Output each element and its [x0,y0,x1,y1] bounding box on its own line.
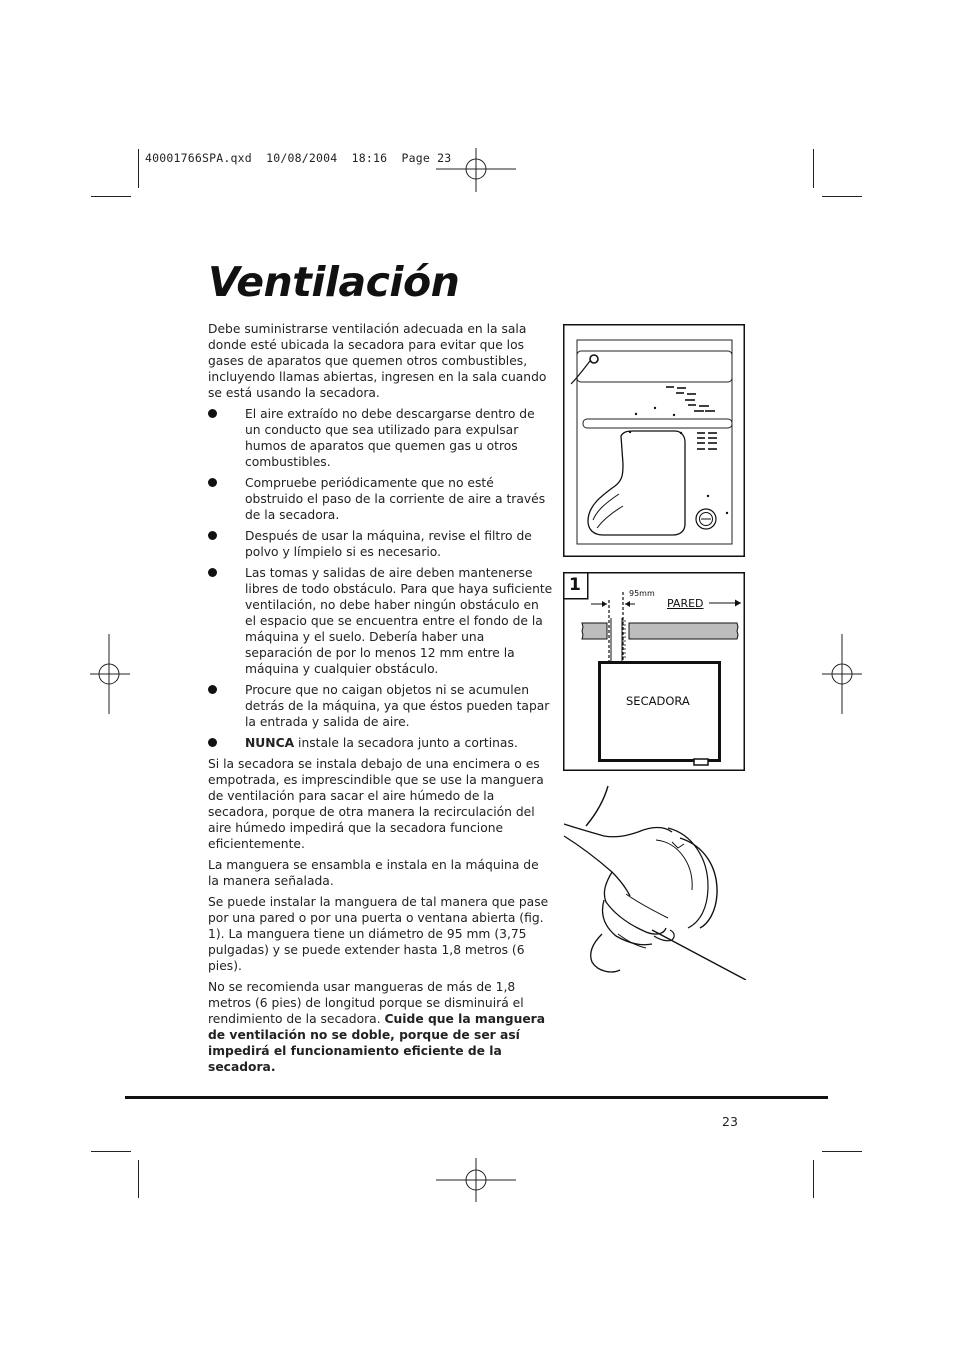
hose-attachment-illustration [560,784,750,980]
crop-mark [813,1160,814,1198]
crop-mark [91,196,131,197]
footer-rule [125,1096,828,1099]
bullet-list [208,406,553,751]
bullet-icon [208,409,217,418]
dryer-front-illustration [563,324,745,557]
figure-1-wall-diagram [563,572,745,771]
page-number: 23 [722,1114,738,1129]
figure-number: 1 [569,575,581,595]
list-item: Después de usar la máquina, revise el filtro de polvo y límpielo si es necesario. [208,528,553,560]
list-item: El aire extraído no debe descargarse dentro de un conducto que sea utilizado para expulsar humos de aparatos que quemen gas u otros combustibles. [208,406,553,470]
crop-mark [138,1160,139,1198]
page-title: Ventilación [208,258,460,306]
registration-mark-left [90,634,130,714]
dryer-label: SECADORA [626,694,690,708]
intro-paragraph: Debe suministrarse ventilación adecuada en la sala donde esté ubicada la secadora para evitar que los gases de aparatos que quemen otros combustibles, incluyendo llamas abiertas, ingresen en la sala cuando se está usando la secadora. [208,322,547,400]
list-item: Las tomas y salidas de aire deben mantenerse libres de todo obstáculo. Para que haya suficiente ventilación, no debe haber ningún obstáculo en el espacio que se encuentra entre el fondo de la máquina y el suelo. Debería haber una separación de por lo menos 12 mm entre la máquina y cualquier obstáculo. [208,565,553,677]
bullet-icon [208,568,217,577]
paragraph-final: No se recomienda usar mangueras de más de 1,8 metros (6 pies) de longitud porque se disminuirá el rendimiento de la secadora. Cuide que la manguera de ventilación no se doble, porque de ser así impedirá el funcionamiento eficiente de la secadora. [208,980,546,1074]
paragraph-manguera: La manguera se ensambla e instala en la máquina de la manera señalada. [208,858,539,888]
crop-mark [813,149,814,188]
paragraph-empotrada: Si la secadora se instala debajo de una encimera o es empotrada, es imprescindible que se use la manguera de ventilación para sacar el aire húmedo de la secadora, porque de otra manera la recirculación del aire húmedo impedirá que la secadora funcione eficientemente. [208,757,544,851]
crop-mark [822,196,862,197]
list-item: Procure que no caigan objetos ni se acumulen detrás de la máquina, ya que éstos pueden tapar la entrada y salida de aire. [208,682,553,730]
crop-mark [822,1151,862,1152]
paragraph-instalar: Se puede instalar la manguera de tal manera que pase por una pared o por una puerta o ventana abierta (fig. 1). La manguera tiene un diámetro de 95 mm (3,75 pulgadas) y se puede extender hasta 1,8 metros (6 pies). [208,895,549,973]
registration-mark-right [822,634,862,714]
list-item: NUNCA instale la secadora junto a cortinas. [208,735,553,751]
wall-label: PARED [667,597,704,610]
crop-mark [91,1151,131,1152]
bullet-icon [208,531,217,540]
bullet-icon [208,685,217,694]
print-slug-line: 40001766SPA.qxd 10/08/2004 18:16 Page 23 [145,151,452,165]
bullet-icon [208,478,217,487]
dimension-label: 95mm [629,589,655,598]
warning-word: NUNCA [245,736,295,750]
warning-text: Cuide que la manguera de ventilación no se doble, porque de ser así impedirá el funcionamiento eficiente de la secadora. [208,1012,546,1074]
bullet-icon [208,738,217,747]
body-text [208,321,553,1080]
list-item: Compruebe periódicamente que no esté obstruido el paso de la corriente de aire a través de la secadora. [208,475,553,523]
registration-mark-bottom [436,1158,516,1202]
crop-mark [138,149,139,188]
